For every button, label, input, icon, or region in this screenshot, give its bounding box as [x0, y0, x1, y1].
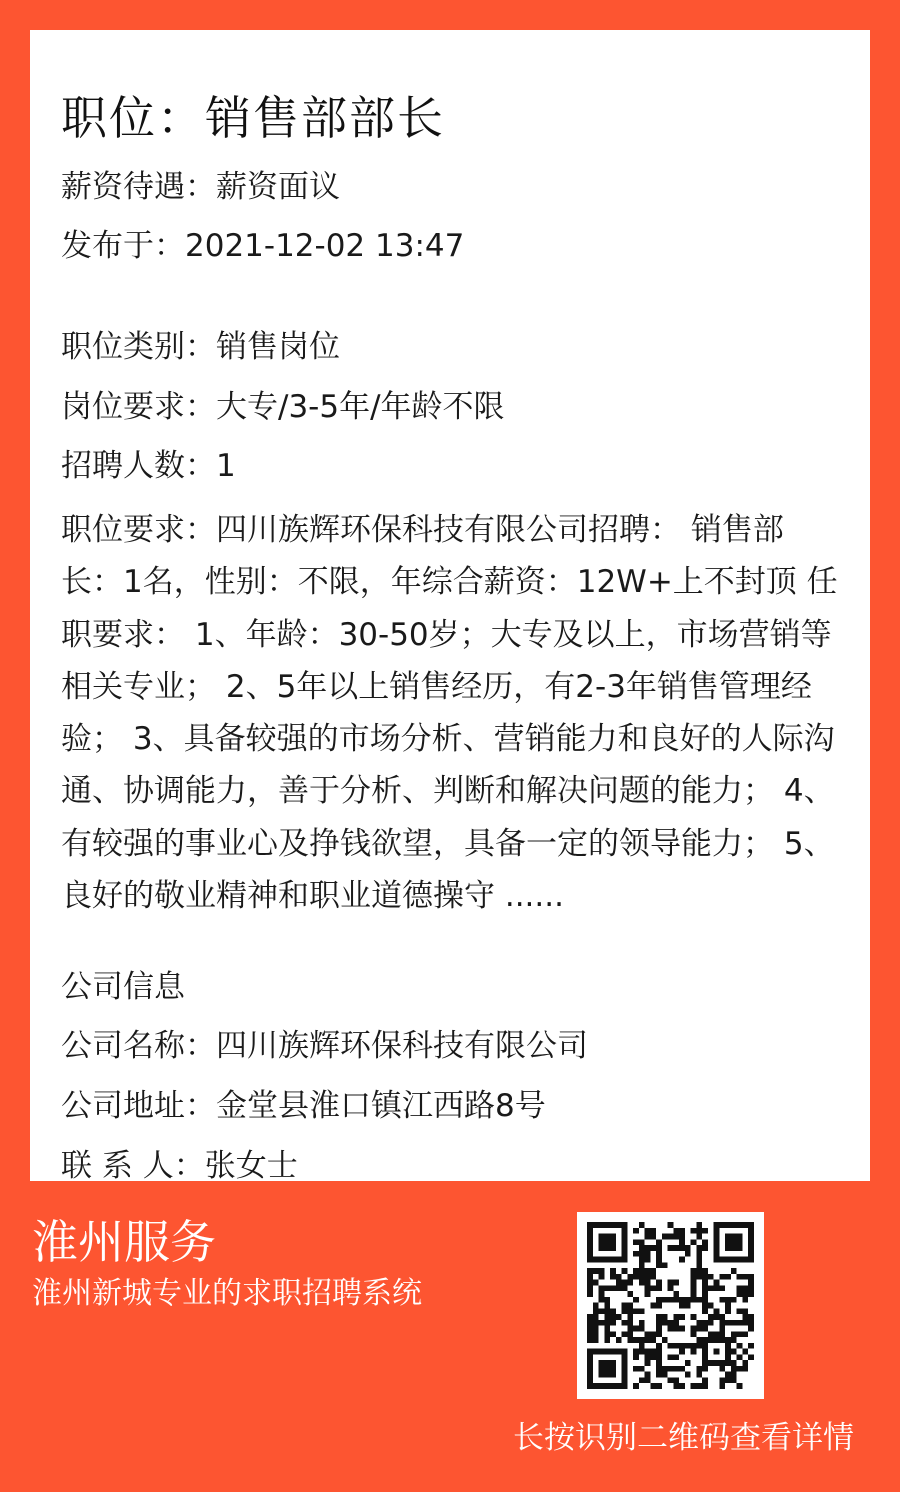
qr-code-graphic [587, 1222, 754, 1389]
job-requirements-line: 岗位要求：大专/3-5年/年龄不限 [61, 389, 505, 425]
brand-name: 淮州服务 [32, 1215, 216, 1269]
company-address-line: 公司地址：金堂县淮口镇江西路8号 [61, 1088, 546, 1124]
headcount-line: 招聘人数：1 [61, 448, 236, 484]
job-card [30, 30, 870, 1184]
job-description: 职位要求：四川族辉环保科技有限公司招聘： 销售部长：1名，性别：不限，年综合薪资：12W+上不封顶 任职要求： 1、年龄：30-50岁；大专及以上，市场营销等相关专业； 2、5年以上销售经历，有2-3年销售管理经验； 3、具备较强的市场分析、营销能力和良好的人际沟通、协调能力，善于分析、判断和解决问题的能力； 4、有较强的事业心及挣钱欲望，具备一定的领导能力； 5、良好的敬业精神和职业道德操守 ...... [61, 512, 838, 915]
company-section-title: 公司信息 [61, 969, 185, 1005]
qr-hint: 长按识别二维码查看详情 [513, 1420, 854, 1456]
job-category-line: 职位类别：销售岗位 [61, 329, 340, 365]
qr-code-icon[interactable] [577, 1212, 764, 1399]
contact-line: 联 系 人：张女士 [61, 1148, 298, 1184]
salary-line: 薪资待遇：薪资面议 [61, 169, 340, 205]
job-title: 职位：销售部部长 [61, 91, 445, 145]
publish-date-line: 发布于：2021-12-02 13:47 [61, 228, 465, 264]
brand-slogan: 淮州新城专业的求职招聘系统 [32, 1276, 422, 1311]
company-name-line: 公司名称：四川族辉环保科技有限公司 [61, 1028, 588, 1064]
